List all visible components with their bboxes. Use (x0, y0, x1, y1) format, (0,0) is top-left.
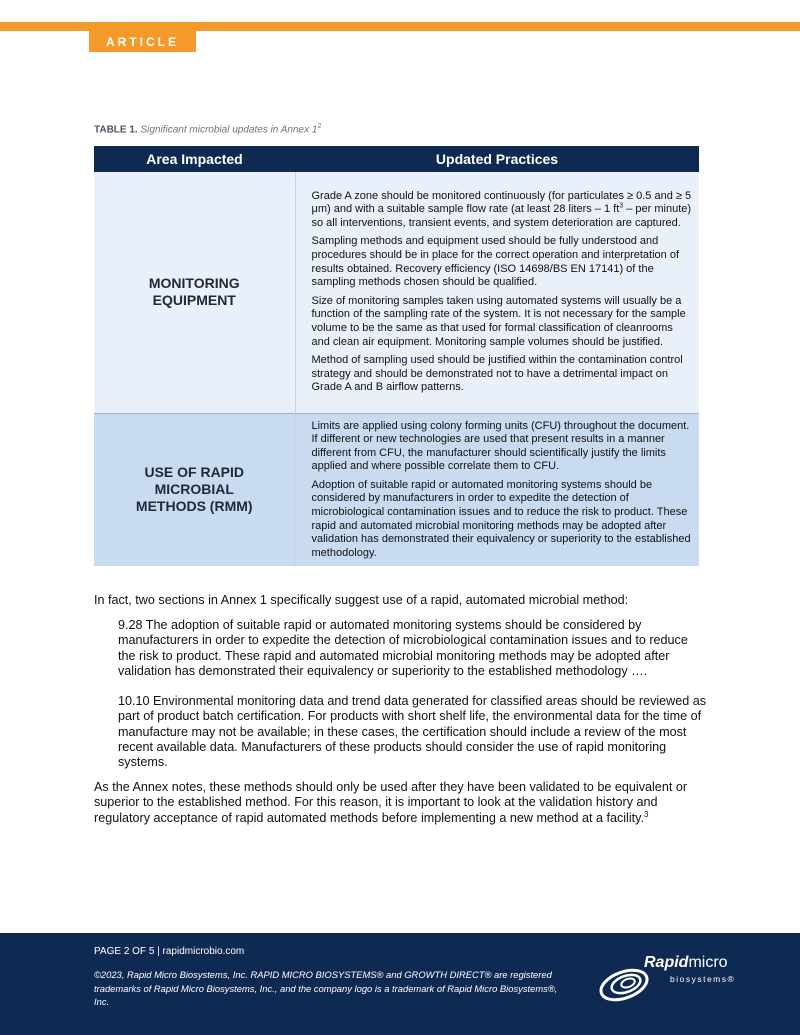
logo-wordmark: Rapidmicro (644, 954, 728, 971)
table-row (94, 172, 699, 413)
page-info: PAGE 2 OF 5 | rapidmicrobio.com (94, 946, 245, 957)
annex-updates-table (94, 146, 699, 566)
intro-paragraph: In fact, two sections in Annex 1 specifically suggest use of a rapid, automated microbial method: (94, 593, 629, 607)
rapid-micro-logo (598, 951, 748, 1011)
header-area-impacted: Area Impacted (94, 146, 295, 172)
practice-paragraph: Sampling methods and equipment used should be fully understood and procedures should be in place for the correct operation and interpretation of results obtained. Recovery efficiency (ISO 14698/BS EN 17141) of the sampling methods chosen should be qualified. (311, 235, 680, 289)
quote-9-28: 9.28 The adoption of suitable rapid or automated monitoring systems should be considered by manufacturers in order to expedite the detection of microbiological contamination issues and to reduce the risk to product. These rapid and automated microbial monitoring methods may be adopted after validation has demonstrated their equivalency or superiority to the established methodology …. (118, 618, 688, 678)
table-caption (94, 123, 321, 135)
quote-10-10: 10.10 Environmental monitoring data and trend data generated for classified areas should be reviewed as part of product batch certification. For products with short shelf life, the environmental data for the time of manufacture may not be available; in these cases, the certification should include a review of the most recent available data. Manufacturers of these products should consider the use of rapid monitoring systems. (118, 694, 707, 770)
area-label: USE OF RAPID MICROBIAL METHODS (RMM) (135, 464, 253, 515)
table-header-row (94, 146, 699, 172)
practice-paragraph: Method of sampling used should be justified within the contamination control strategy and should be demonstrated not to have a detrimental impact on Grade A and B airflow patterns. (311, 354, 683, 394)
logo-subtext: biosystems® (670, 974, 736, 984)
article-tag: ARTICLE (89, 31, 196, 52)
table-row (94, 413, 699, 566)
closing-ref: 3 (644, 809, 649, 819)
caption-label: TABLE 1. (94, 124, 138, 136)
closing-paragraph: As the Annex notes, these methods should only be used after they have been validated to be equivalent or superior to the established method. For this reason, it is important to look at the validation history and regulatory acceptance of rapid automated methods before implementing a new method at a facility.$^3$ (94, 780, 688, 825)
caption-text: Significant microbial updates in Annex 1 (140, 124, 318, 136)
legal-notice: ©2023, Rapid Micro Biosystems, Inc. RAPID MICRO BIOSYSTEMS® and GROWTH DIRECT® are registered trademarks of Rapid Micro Biosystems, Inc., and the company logo is a trademark of Rapid Micro Biosystems®, Inc. (94, 969, 558, 1007)
area-cell (94, 172, 295, 413)
area-cell (94, 413, 295, 566)
page-footer (0, 933, 800, 1035)
practices-cell (295, 413, 699, 566)
caption-ref: 2 (317, 123, 322, 130)
top-accent-bar (0, 22, 800, 31)
header-updated-practices: Updated Practices (295, 146, 699, 172)
practice-paragraph: Size of monitoring samples taken using automated systems will usually be a function of the sampling rate of the system. It is not necessary for the sample volume to be the same as that used for formal classification of cleanrooms and clean air equipment. Monitoring sample volumes should be justified. (311, 294, 686, 348)
area-label: MONITORING EQUIPMENT (148, 275, 240, 309)
practice-paragraph: Limits are applied using colony forming units (CFU) throughout the document. If different or new technologies are used that present results in a manner different from CFU, the manufacturer should scientifically justify the limits applied and where possible correlate them to CFU. (311, 419, 690, 473)
practice-paragraph: Grade A zone should be monitored continuously (for particulates ≥ 0.5 and ≥ 5 μm) and with a suitable sample flow rate (at least 28 liters – 1 $ft^3$ – per minute) so all interventions, transient events, and system deterioration are captured. (311, 189, 692, 229)
practices-cell (295, 172, 699, 413)
practice-paragraph: Adoption of suitable rapid or automated monitoring systems should be considered by manufacturers in order to expedite the detection of microbiological contamination issues and to reduce the risk to product. These rapid and automated microbial monitoring methods may be adopted after validation has demonstrated their equivalency or superiority to the established methodology. (311, 478, 691, 559)
